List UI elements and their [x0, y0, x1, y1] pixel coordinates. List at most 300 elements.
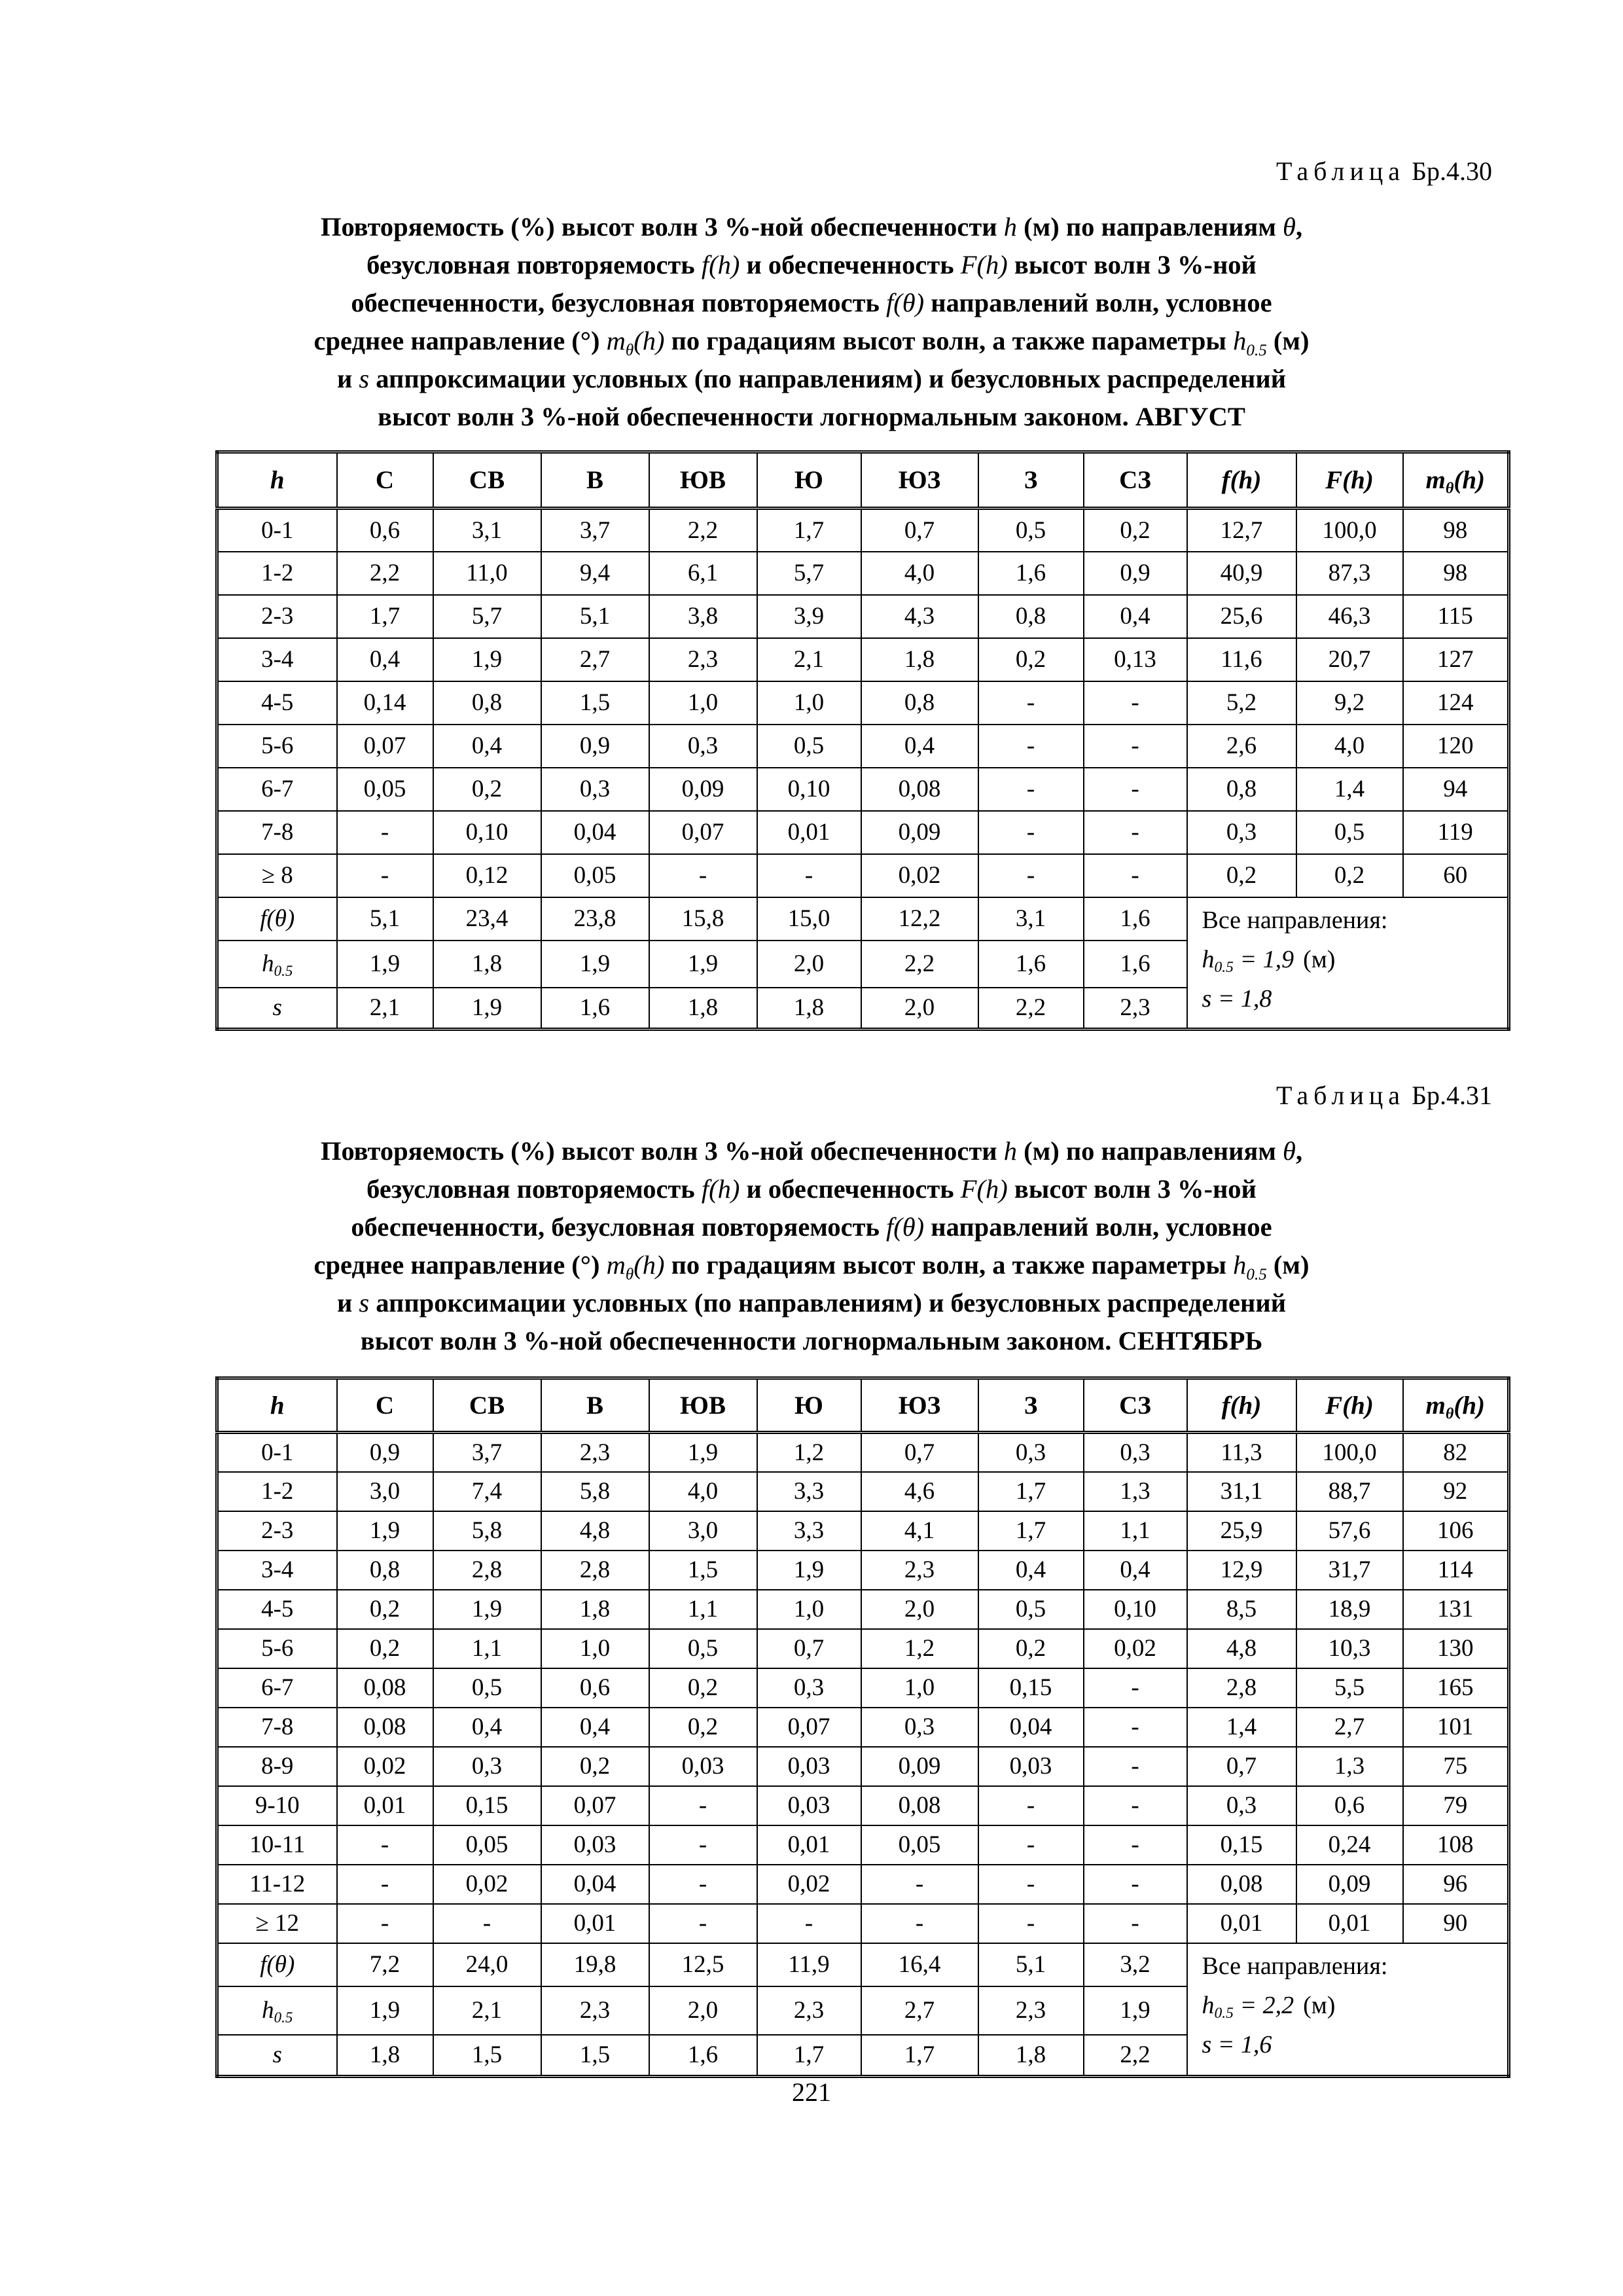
table-cell: 11,6: [1187, 638, 1296, 681]
table-row: [217, 1472, 1509, 1511]
table-cell: 3,1: [433, 509, 541, 552]
table-cell: 5,8: [433, 1511, 541, 1551]
row-label: 7-8: [217, 1708, 337, 1747]
table-cell: 0,7: [861, 1433, 978, 1472]
table-cell: 0,5: [433, 1668, 541, 1708]
table-row: [217, 552, 1509, 595]
all-directions-title: Все направления:: [1202, 906, 1388, 934]
table-cell: 0,4: [1084, 1551, 1187, 1590]
table-cell: 0,03: [978, 1747, 1084, 1786]
table-cell: 0,4: [861, 725, 978, 768]
table-cell: 1,6: [978, 552, 1084, 595]
table-cell: 4,0: [861, 552, 978, 595]
table-cell: 3,1: [978, 897, 1084, 941]
table-cell: -: [1084, 768, 1187, 811]
row-label: ≥ 12: [217, 1904, 337, 1943]
table-cell: 16,4: [861, 1943, 978, 1986]
table-cell: 0,09: [861, 811, 978, 854]
table-cell: 15,0: [757, 897, 861, 941]
table-cell: 1,7: [861, 2035, 978, 2077]
table-cell: 130: [1403, 1629, 1509, 1668]
col-header: f(h): [1187, 452, 1296, 509]
table-cell: 0,4: [337, 638, 433, 681]
table-cell: 0,10: [1084, 1590, 1187, 1629]
table-cell: 12,7: [1187, 509, 1296, 552]
table-cell: 4,8: [541, 1511, 649, 1551]
table-row: [217, 1668, 1509, 1708]
table-label-word: Таблица: [1275, 156, 1406, 186]
col-header: СВ: [433, 452, 541, 509]
table-cell: 5,5: [1296, 1668, 1403, 1708]
table-cell: 0,15: [978, 1668, 1084, 1708]
table-cell: -: [978, 1786, 1084, 1825]
table-cell: 0,07: [757, 1708, 861, 1747]
table-cell: 0,8: [1187, 768, 1296, 811]
table-cell: 0,24: [1296, 1825, 1403, 1865]
table-cell: 0,08: [1187, 1865, 1296, 1904]
table-cell: 1,6: [649, 2035, 757, 2077]
table-cell: 2,8: [433, 1551, 541, 1590]
table-cell: 0,6: [337, 509, 433, 552]
table-cell: 1,7: [757, 509, 861, 552]
table-cell: 9,4: [541, 552, 649, 595]
all-h05-value: $h_{0.5} = 2,2$: [1202, 1991, 1294, 2022]
col-header: ЮВ: [649, 452, 757, 509]
row-label: 3-4: [217, 638, 337, 681]
row-label: 5-6: [217, 1629, 337, 1668]
table-cell: 31,1: [1187, 1472, 1296, 1511]
table-cell: 5,8: [541, 1472, 649, 1511]
table-cell: 0,3: [978, 1433, 1084, 1472]
table-cell: 7,2: [337, 1943, 433, 1986]
table-cell: 0,10: [433, 811, 541, 854]
table-cell: 0,05: [433, 1825, 541, 1865]
param-row-ftheta: [217, 1943, 1509, 1986]
table-cell: 1,4: [1187, 1708, 1296, 1747]
table-cell: 96: [1403, 1865, 1509, 1904]
table-cell: 100,0: [1296, 509, 1403, 552]
table-cell: 1,9: [337, 1511, 433, 1551]
table-cell: -: [1084, 681, 1187, 725]
col-header: В: [541, 452, 649, 509]
table-cell: 2,3: [649, 638, 757, 681]
table-cell: 1,2: [861, 1629, 978, 1668]
table-cell: 4,0: [1296, 725, 1403, 768]
table-cell: 1,0: [861, 1668, 978, 1708]
table-cell: 2,2: [1084, 2035, 1187, 2077]
table-cell: 1,7: [978, 1511, 1084, 1551]
table-cell: 2,3: [757, 1986, 861, 2035]
table-cell: 0,08: [337, 1708, 433, 1747]
table-row: [217, 1590, 1509, 1629]
table-cell: 1,8: [433, 941, 541, 988]
table-cell: 19,8: [541, 1943, 649, 1986]
table-cell: -: [649, 854, 757, 897]
table-cell: 0,3: [649, 725, 757, 768]
table-cell: 0,2: [337, 1590, 433, 1629]
table-cell: 25,9: [1187, 1511, 1296, 1551]
all-h05-value: $h_{0.5} = 1,9$: [1202, 945, 1294, 976]
table-cell: 12,5: [649, 1943, 757, 1986]
table-cell: 2,1: [337, 988, 433, 1030]
table-cell: 24,0: [433, 1943, 541, 1986]
all-directions-cell: [1187, 897, 1509, 1030]
table-cell: 4,3: [861, 595, 978, 638]
table-cell: 0,4: [541, 1708, 649, 1747]
table-cell: 114: [1403, 1551, 1509, 1590]
all-directions-h05: [1202, 940, 1508, 979]
col-header: В: [541, 1378, 649, 1433]
table-row: [217, 768, 1509, 811]
table-cell: 108: [1403, 1825, 1509, 1865]
col-header: F(h): [1296, 452, 1403, 509]
all-directions-title: Все направления:: [1202, 1952, 1388, 1980]
row-label: 11-12: [217, 1865, 337, 1904]
table-cell: 2,7: [1296, 1708, 1403, 1747]
table-cell: 0,4: [433, 725, 541, 768]
table-row: [217, 638, 1509, 681]
table-cell: 1,9: [649, 941, 757, 988]
table-cell: -: [649, 1786, 757, 1825]
table-cell: -: [861, 1904, 978, 1943]
table-cell: 46,3: [1296, 595, 1403, 638]
table-row: [217, 725, 1509, 768]
table-cell: 0,2: [541, 1747, 649, 1786]
table-cell: 100,0: [1296, 1433, 1403, 1472]
all-directions-s: s = 1,6: [1202, 2030, 1272, 2058]
table-row: [217, 1511, 1509, 1551]
table-cell: 2,7: [541, 638, 649, 681]
table-cell: 0,4: [433, 1708, 541, 1747]
table-cell: 90: [1403, 1904, 1509, 1943]
table-cell: -: [337, 1904, 433, 1943]
table-cell: 0,2: [978, 1629, 1084, 1668]
table-cell: 0,3: [1084, 1433, 1187, 1472]
table-cell: 119: [1403, 811, 1509, 854]
table-cell: 0,3: [1187, 811, 1296, 854]
col-header: З: [978, 452, 1084, 509]
table-cell: -: [1084, 1747, 1187, 1786]
table-cell: 1,5: [649, 1551, 757, 1590]
table-cell: 1,8: [861, 638, 978, 681]
table-cell: 3,3: [757, 1472, 861, 1511]
col-header: Ю: [757, 1378, 861, 1433]
table-cell: 0,3: [1187, 1786, 1296, 1825]
table-cell: 0,15: [1187, 1825, 1296, 1865]
table-cell: 3,3: [757, 1511, 861, 1551]
table-cell: 2,0: [649, 1986, 757, 2035]
table-cell: 0,03: [649, 1747, 757, 1786]
table-cell: 1,9: [433, 988, 541, 1030]
table-cell: -: [978, 725, 1084, 768]
table-cell: 0,04: [541, 1865, 649, 1904]
row-label: $h_{0.5}$: [217, 1986, 337, 2035]
table-cell: 0,04: [978, 1708, 1084, 1747]
col-header: f(h): [1187, 1378, 1296, 1433]
table-cell: 2,0: [861, 988, 978, 1030]
table-cell: 1,8: [337, 2035, 433, 2077]
table-cell: 0,13: [1084, 638, 1187, 681]
table-cell: 0,2: [1187, 854, 1296, 897]
table-cell: 1,1: [1084, 1511, 1187, 1551]
table-cell: 0,10: [757, 768, 861, 811]
table-cell: -: [978, 1865, 1084, 1904]
table-cell: -: [978, 768, 1084, 811]
table-cell: 0,08: [861, 768, 978, 811]
table-cell: -: [649, 1825, 757, 1865]
all-h05-unit: (м): [1303, 945, 1336, 973]
col-header: З: [978, 1378, 1084, 1433]
table-cell: 20,7: [1296, 638, 1403, 681]
table-cell: 0,01: [1296, 1904, 1403, 1943]
table-cell: 0,5: [978, 509, 1084, 552]
table-cell: 2,0: [757, 941, 861, 988]
table-cell: 1,7: [757, 2035, 861, 2077]
table-cell: 8,5: [1187, 1590, 1296, 1629]
all-directions-s: s = 1,8: [1202, 984, 1272, 1013]
row-label: 8-9: [217, 1747, 337, 1786]
col-header: СВ: [433, 1378, 541, 1433]
all-h05-unit: (м): [1303, 1991, 1336, 2019]
table-cell: 0,02: [861, 854, 978, 897]
table-row: [217, 1629, 1509, 1668]
row-label: s: [217, 2035, 337, 2077]
wave-height-table-august: [215, 450, 1510, 1031]
table-row: [217, 1786, 1509, 1825]
table-cell: 3,0: [649, 1511, 757, 1551]
col-header: СЗ: [1084, 1378, 1187, 1433]
table-cell: 0,9: [1084, 552, 1187, 595]
table-cell: 0,03: [757, 1747, 861, 1786]
table-cell: 2,0: [861, 1590, 978, 1629]
table-cell: 4,8: [1187, 1629, 1296, 1668]
table-cell: 2,7: [861, 1986, 978, 2035]
table-cell: 11,0: [433, 552, 541, 595]
table-cell: 1,5: [541, 681, 649, 725]
table-cell: 1,8: [757, 988, 861, 1030]
table-cell: -: [978, 1904, 1084, 1943]
table-cell: -: [1084, 1668, 1187, 1708]
col-header: F(h): [1296, 1378, 1403, 1433]
table-cell: 2,6: [1187, 725, 1296, 768]
table-cell: 1,6: [1084, 897, 1187, 941]
table-cell: 57,6: [1296, 1511, 1403, 1551]
row-label: 10-11: [217, 1825, 337, 1865]
row-label: 5-6: [217, 725, 337, 768]
row-label: 7-8: [217, 811, 337, 854]
table-cell: 2,8: [541, 1551, 649, 1590]
table-cell: 2,8: [1187, 1668, 1296, 1708]
table-cell: 2,3: [861, 1551, 978, 1590]
table-cell: -: [1084, 1865, 1187, 1904]
table-caption-4-31: Повторяемость (%) высот волн 3 %-ной обеспеченности h (м) по направлениям θ, безусловная повторяемость f(h) и обеспеченность F(h) высот волн 3 %-ной обеспеченности, безусловная повторяемость f(θ) направлений волн, условное среднее направление (°) $m_\theta(h)$ по градациям высот волн, а также параметры $h_{0.5}$ (м) и s аппроксимации условных (по направлениям) и безусловных распределений высот волн 3 %-ной обеспеченности логнормальным законом. СЕНТЯБРЬ: [313, 1136, 1310, 1355]
table-cell: 0,14: [337, 681, 433, 725]
table-cell: 5,1: [978, 1943, 1084, 1986]
table-cell: 23,4: [433, 897, 541, 941]
table-cell: 1,9: [433, 1590, 541, 1629]
table-cell: 0,3: [541, 768, 649, 811]
table-cell: 1,6: [978, 941, 1084, 988]
col-header: ЮЗ: [861, 452, 978, 509]
row-label: 3-4: [217, 1551, 337, 1590]
table-cell: 0,02: [1084, 1629, 1187, 1668]
table-cell: 1,4: [1296, 768, 1403, 811]
table-cell: 131: [1403, 1590, 1509, 1629]
table-row: [217, 1865, 1509, 1904]
table-row: [217, 595, 1509, 638]
col-header: Ю: [757, 452, 861, 509]
table-cell: 1,9: [757, 1551, 861, 1590]
table-cell: 6,1: [649, 552, 757, 595]
table-label-4-30: [1276, 156, 1492, 187]
table-cell: -: [978, 854, 1084, 897]
table-cell: 0,09: [861, 1747, 978, 1786]
row-label: f(θ): [217, 1943, 337, 1986]
table-cell: 0,01: [1187, 1904, 1296, 1943]
table-cell: 5,7: [757, 552, 861, 595]
table-cell: 12,2: [861, 897, 978, 941]
table-cell: 60: [1403, 854, 1509, 897]
table-cell: 0,2: [978, 638, 1084, 681]
table-cell: 4,1: [861, 1511, 978, 1551]
table-cell: 3,2: [1084, 1943, 1187, 1986]
table-cell: 4,0: [649, 1472, 757, 1511]
table-row: [217, 1825, 1509, 1865]
col-header: ЮЗ: [861, 1378, 978, 1433]
table-cell: 5,2: [1187, 681, 1296, 725]
table-cell: 1,7: [337, 595, 433, 638]
table-cell: 0,07: [649, 811, 757, 854]
table-cell: 5,1: [337, 897, 433, 941]
table-cell: -: [1084, 725, 1187, 768]
table-cell: 0,01: [757, 1825, 861, 1865]
table-cell: 2,1: [433, 1986, 541, 2035]
table-cell: 5,7: [433, 595, 541, 638]
wave-height-table-september: [215, 1376, 1510, 2078]
row-label: 2-3: [217, 1511, 337, 1551]
table-cell: 75: [1403, 1747, 1509, 1786]
table-label-4-31: [1276, 1080, 1492, 1111]
table-cell: 0,01: [337, 1786, 433, 1825]
table-cell: 15,8: [649, 897, 757, 941]
table-cell: 1,7: [978, 1472, 1084, 1511]
table-cell: 0,2: [337, 1629, 433, 1668]
table-cell: 0,5: [757, 725, 861, 768]
table-cell: 1,8: [649, 988, 757, 1030]
table-cell: -: [1084, 1786, 1187, 1825]
table-cell: 7,4: [433, 1472, 541, 1511]
table-cell: 0,4: [1084, 595, 1187, 638]
table-label-number: Бр.4.30: [1412, 156, 1492, 186]
table-cell: 2,3: [1084, 988, 1187, 1030]
table-cell: 82: [1403, 1433, 1509, 1472]
row-label: 6-7: [217, 1668, 337, 1708]
table-cell: 23,8: [541, 897, 649, 941]
table-cell: 124: [1403, 681, 1509, 725]
table-cell: 0,07: [541, 1786, 649, 1825]
table-cell: 0,08: [861, 1786, 978, 1825]
row-label: s: [217, 988, 337, 1030]
table-row: [217, 854, 1509, 897]
table-cell: 1,9: [649, 1433, 757, 1472]
table-cell: 0,05: [541, 854, 649, 897]
table-cell: 1,6: [1084, 941, 1187, 988]
table-cell: 0,5: [1296, 811, 1403, 854]
table-cell: 2,3: [978, 1986, 1084, 2035]
table-cell: 2,2: [337, 552, 433, 595]
table-cell: 0,3: [757, 1668, 861, 1708]
table-cell: 0,7: [1187, 1747, 1296, 1786]
table-cell: 1,9: [1084, 1986, 1187, 2035]
table-cell: 0,02: [337, 1747, 433, 1786]
table-cell: 2,2: [978, 988, 1084, 1030]
table-cell: 0,7: [861, 509, 978, 552]
table-cell: 1,0: [757, 681, 861, 725]
table-cell: 0,2: [649, 1668, 757, 1708]
table-cell: 9,2: [1296, 681, 1403, 725]
col-header: h: [217, 1378, 337, 1433]
table-cell: -: [433, 1904, 541, 1943]
table-cell: 0,03: [541, 1825, 649, 1865]
table-cell: 0,6: [1296, 1786, 1403, 1825]
table-cell: 1,2: [757, 1433, 861, 1472]
table-cell: 0,2: [1084, 509, 1187, 552]
table-cell: 11,9: [757, 1943, 861, 1986]
table-cell: 4,6: [861, 1472, 978, 1511]
row-label: 1-2: [217, 552, 337, 595]
table-row: [217, 811, 1509, 854]
table-cell: 0,3: [861, 1708, 978, 1747]
table-cell: 0,2: [649, 1708, 757, 1747]
col-header: $m_\theta(h)$: [1403, 1378, 1509, 1433]
param-row-ftheta: [217, 897, 1509, 941]
table-cell: 1,5: [433, 2035, 541, 2077]
table-cell: 1,9: [433, 638, 541, 681]
table-cell: 0,05: [861, 1825, 978, 1865]
table-cell: 101: [1403, 1708, 1509, 1747]
table-cell: -: [649, 1904, 757, 1943]
table-cell: 120: [1403, 725, 1509, 768]
table-cell: 0,09: [649, 768, 757, 811]
row-label: $h_{0.5}$: [217, 941, 337, 988]
table-cell: -: [1084, 1708, 1187, 1747]
row-label: 2-3: [217, 595, 337, 638]
table-cell: 1,6: [541, 988, 649, 1030]
table-cell: 1,0: [649, 681, 757, 725]
table-row: [217, 1551, 1509, 1590]
table-cell: 0,8: [978, 595, 1084, 638]
table-cell: 0,2: [1296, 854, 1403, 897]
table-cell: 18,9: [1296, 1590, 1403, 1629]
header-row: [217, 1378, 1509, 1433]
table-cell: 0,02: [433, 1865, 541, 1904]
table-cell: -: [1084, 1904, 1187, 1943]
table-cell: 2,3: [541, 1433, 649, 1472]
row-label: 9-10: [217, 1786, 337, 1825]
table-cell: 3,9: [757, 595, 861, 638]
col-header: С: [337, 1378, 433, 1433]
table-cell: 0,8: [337, 1551, 433, 1590]
table-cell: 2,3: [541, 1986, 649, 2035]
table-cell: 1,0: [541, 1629, 649, 1668]
table-cell: 94: [1403, 768, 1509, 811]
table-row: [217, 1708, 1509, 1747]
table-cell: 0,05: [337, 768, 433, 811]
header-row: [217, 452, 1509, 509]
table-cell: 2,2: [649, 509, 757, 552]
table-cell: 1,0: [757, 1590, 861, 1629]
table-row: [217, 1904, 1509, 1943]
